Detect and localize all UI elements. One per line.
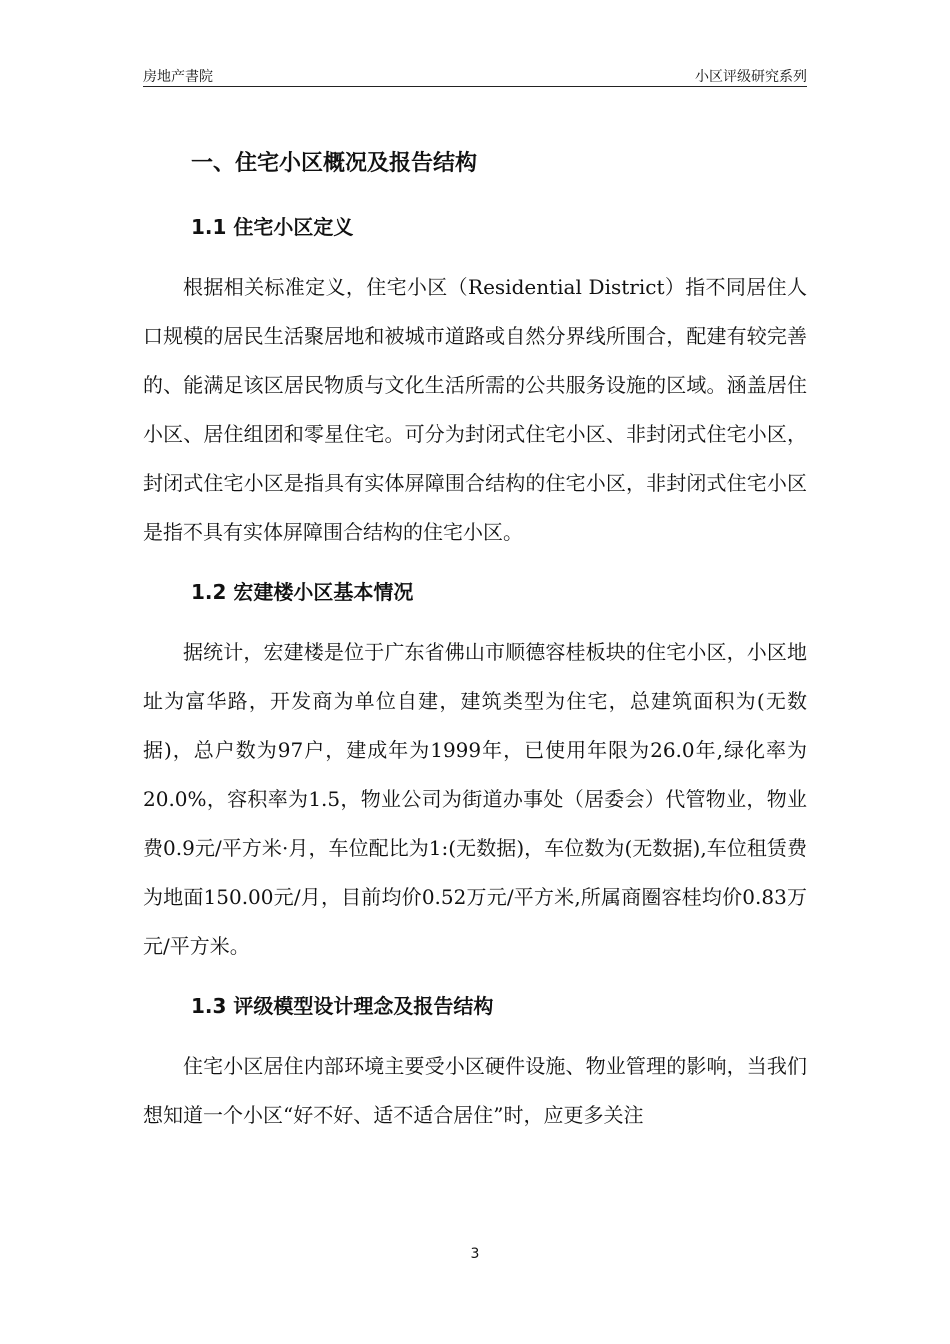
page-number: 3 [470, 1246, 480, 1262]
document-body [143, 140, 807, 1140]
header-right-text: 小区评级研究系列 [695, 69, 807, 85]
header-left-text: 房地产書院 [143, 69, 213, 85]
section-paragraph-1-2: 据统计，宏建楼是位于广东省佛山市顺德容桂板块的住宅小区，小区地址为富华路，开发商为单位自建，建筑类型为住宅，总建筑面积为(无数据)，总户数为97户，建成年为1999年，已使用年限为26.0年,绿化率为20.0%，容积率为1.5，物业公司为街道办事处（居委会）代管物业，物业费0.9元/平方米·月，车位配比为1:(无数据)，车位数为(无数据),车位租赁费为地面150.00元/月，目前均价0.52万元/平方米,所属商圈容桂均价0.83万元/平方米。 [143, 640, 807, 958]
chapter-title: 一、住宅小区概况及报告结构 [191, 151, 478, 176]
section-heading-1-1: 1.1 住宅小区定义 [191, 215, 354, 239]
section-paragraph-1-1: 根据相关标准定义，住宅小区（Residential District）指不同居住人口规模的居民生活聚居地和被城市道路或自然分界线所围合，配建有较完善的、能满足该区居民物质与文化生活所需的公共服务设施的区域。涵盖居住小区、居住组团和零星住宅。可分为封闭式住宅小区、非封闭式住宅小区，封闭式住宅小区是指具有实体屏障围合结构的住宅小区，非封闭式住宅小区是指不具有实体屏障围合结构的住宅小区。 [143, 275, 807, 544]
section-heading-1-3: 1.3 评级模型设计理念及报告结构 [191, 994, 494, 1018]
section-paragraph-1-3: 住宅小区居住内部环境主要受小区硬件设施、物业管理的影响，当我们想知道一个小区“好不好、适不适合居住”时，应更多关注 [143, 1054, 807, 1127]
page-header [143, 62, 807, 87]
section-heading-1-2: 1.2 宏建楼小区基本情况 [191, 580, 414, 604]
